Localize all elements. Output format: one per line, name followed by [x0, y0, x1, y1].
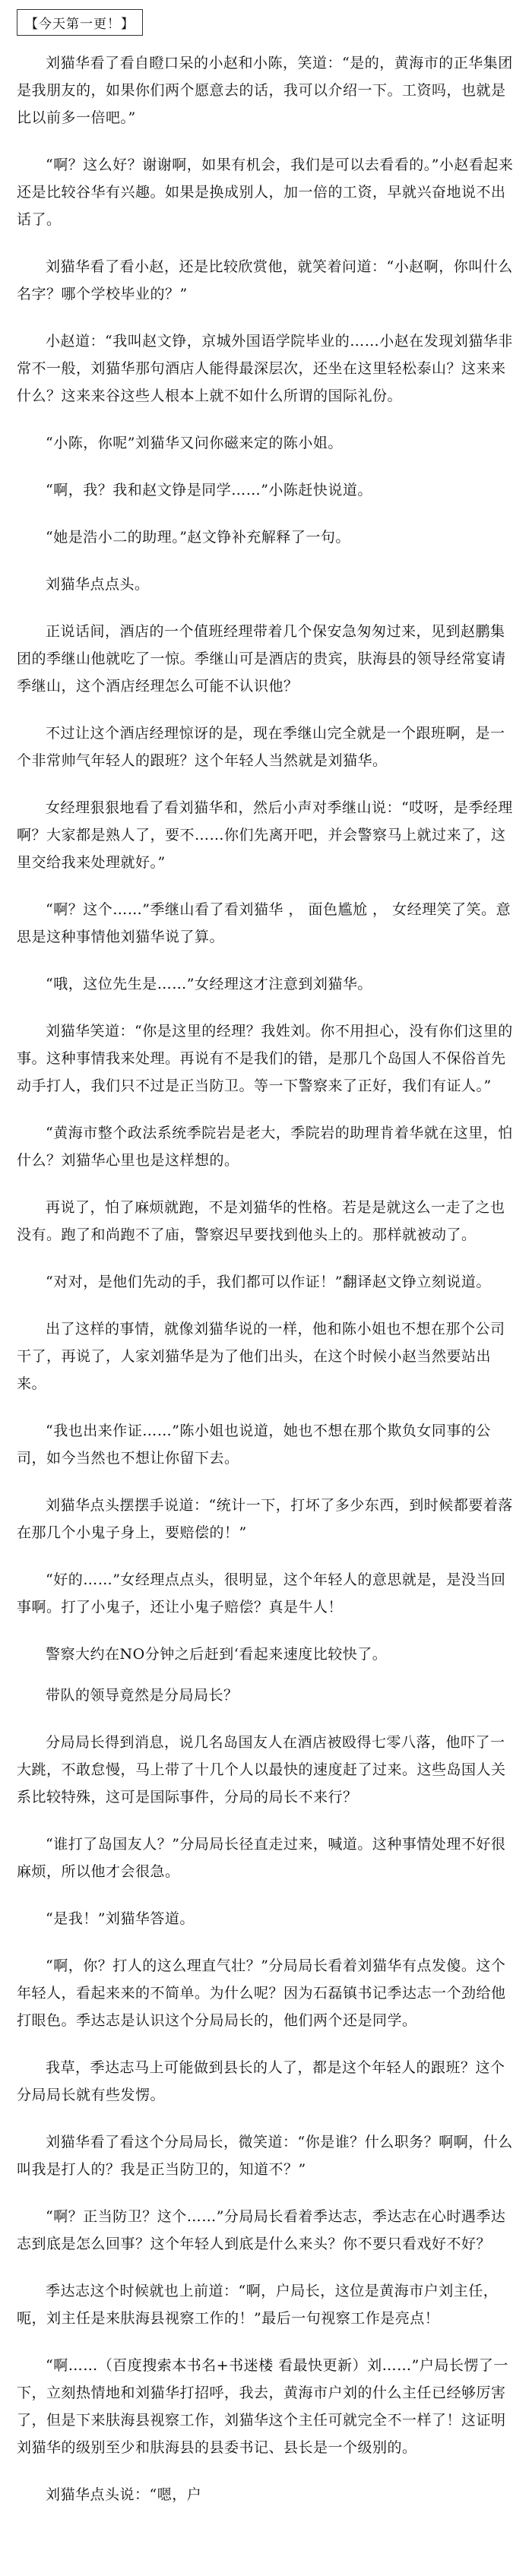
paragraph: “黄海市整个政法系统季院岩是老大，季院岩的助理肯着华就在这里，怕什么？刘猫华心里也是这样想的。 — [17, 1125, 513, 1169]
paragraph: “我也出来作证……”陈小姐也说道，她也不想在那个欺负女同事的公司，如今当然也不想让你留下去。 — [17, 1422, 491, 1467]
paragraph: “是我！”刘猫华答道。 — [46, 1910, 195, 1927]
paragraph: “啊？正当防卫？这个……”分局局长看着季达志，季达志在心时遇季达志到底是怎么回事？这个年轻人到底是什么来头？你不要只看戏好不好？ — [17, 2208, 506, 2252]
paragraph: 不过让这个酒店经理惊讶的是，现在季继山完全就是一个跟班啊，是一个非常帅气年轻人的跟班？这个年轻人当然就是刘猫华。 — [17, 725, 505, 769]
paragraph: “她是浩小二的助理。”赵文铮补充解释了一句。 — [46, 529, 350, 546]
paragraph: 带队的领导竟然是分局局长？ — [46, 1687, 239, 1704]
paragraph: “啊，我？我和赵文铮是同学……”小陈赶快说道。 — [46, 482, 372, 498]
paragraph: 刘猫华看了看小赵，还是比较欣赏他，就笑着问道：“小赵啊，你叫什么名字？哪个学校毕业的？” — [17, 258, 513, 302]
chapter-header: 【今天第一更！】 — [17, 9, 143, 36]
paragraph: 刘猫华笑道：“你是这里的经理？我姓刘。你不用担心，没有你们这里的事。这种事情我来处理。再说有不是我们的错，是那几个岛国人不保俗首先动手打人，我们只不过是正当防卫。等一下警察来了正好，我们有证人。” — [17, 1023, 513, 1094]
paragraph: “好的……”女经理点点头，很明显，这个年轻人的意思就是，是没当回事啊。打了小鬼子，还让小鬼子赔偿？真是牛人！ — [17, 1571, 506, 1616]
paragraph: 刘猫华点头说：“嗯，户 — [46, 2486, 202, 2503]
paragraph: 正说话间，酒店的一个值班经理带着几个保安急匆匆过来，见到赵鹏集团的季继山他就吃了一惊。季继山可是酒店的贵宾，肤海县的领导经常宴请季继山，这个酒店经理怎么可能不认识他？ — [17, 623, 506, 695]
paragraph: 我草，季达志马上可能做到县长的人了，都是这个年轻人的跟班？这个分局局长就有些发愣。 — [17, 2059, 505, 2103]
paragraph: “啊，你？打人的这么理直气壮？”分局局长看着刘猫华有点发傻。这个年轻人，看起来来的不简单。为什么呢？因为石磊镇书记季达志一个劲给他打眼色。季达志是认识这个分局局长的，他们两个还是同学。 — [17, 1957, 506, 2029]
paragraph: “啊？这么好？谢谢啊，如果有机会，我们是可以去看看的。”小赵看起来还是比较谷华有兴趣。如果是换成别人，加一倍的工资，早就兴奋地说不出话了。 — [17, 157, 514, 228]
paragraph: 刘猫华看了看自瞪口呆的小赵和小陈，笑道：“是的，黄海市的正华集团是我朋友的，如果你们两个愿意去的话，我可以介绍一下。工资吗，也就是比以前多一倍吧。” — [17, 55, 513, 126]
paragraph: “啊？这个……”季继山看了看刘猫华 ， 面色尴尬 ， 女经理笑了笑。意思是这种事情他刘猫华说了算。 — [17, 901, 511, 945]
paragraph: 再说了，怕了麻烦就跑，不是刘猫华的性格。若是是就这么一走了之也没有。跑了和尚跑不了庙，警察迟早要找到他头上的。那样就被动了。 — [17, 1199, 505, 1243]
paragraph: “谁打了岛国友人？”分局局长径直走过来，喊道。这种事情处理不好很麻烦，所以他才会很急。 — [17, 1836, 506, 1880]
paragraph: “哦，这位先生是……”女经理这才注意到刘猫华。 — [46, 976, 372, 992]
paragraph: “啊……（百度搜索本书名+书迷楼 看最快更新）刘……”户局长愣了一下，立刻热情地和刘猫华打招呼，我去，黄海市户刘的什么主任已经够厉害了，但是下来肤海县视察工作，刘猫华这个主任可就完全不一样了！这证明刘猫华的级别至少和肤海县的县委书记、县长是一个级别的。 — [17, 2357, 508, 2456]
paragraph: 小赵道：“我叫赵文铮，京城外国语学院毕业的……小赵在发现刘猫华非常不一般，刘猫华那句酒店人能得最深层次，还坐在这里轻松泰山？这来来什么？这来来谷这些人根本上就不如什么所谓的国际礼份。 — [17, 333, 513, 404]
paragraph: 分局局长得到消息，说几名岛国友人在酒店被殴得七零八落，他吓了一大跳，不敢怠慢，马上带了十几个人以最快的速度赶了过来。这些岛国人关系比较特殊，这可是国际事件，分局的局长不来行？ — [17, 1734, 506, 1805]
paragraph: “小陈，你呢”刘猫华又问你磁来定的陈小姐。 — [46, 435, 343, 451]
paragraph: 刘猫华点头摆摆手说道：“统计一下，打坏了多少东西，到时候都要着落在那几个小鬼子身上，要赔偿的！” — [17, 1497, 513, 1541]
paragraph: 季达志这个时候就也上前道：“啊，户局长，这位是黄海市户刘主任，呃，刘主任是来肤海县视察工作的！”最后一句视察工作是亮点！ — [17, 2283, 499, 2327]
paragraph: “对对，是他们先动的手，我们都可以作证！”翻译赵文铮立刻说道。 — [46, 1274, 491, 1290]
paragraph: 警察大约在NO分钟之后赶到‘看起来速度比较快了。 — [46, 1646, 388, 1663]
paragraph: 女经理狠狠地看了看刘猫华和，然后小声对季继山说：“哎呀，是季经理啊？大家都是熟人了，要不……你们先离开吧，并会警察马上就过来了，这里交给我来处理就好。” — [17, 799, 513, 871]
paragraph: 刘猫华点点头。 — [46, 576, 150, 593]
paragraph: 刘猫华看了看这个分局局长，微笑道：“你是谁？什么职务？啊啊，什么叫我是打人的？我是正当防卫的，知道不？” — [17, 2134, 513, 2178]
paragraph: 出了这样的事情，就像刘猫华说的一样，他和陈小姐也不想在那个公司干了，再说了，人家刘猫华是为了他们出头，在这个时候小赵当然要站出来。 — [17, 1321, 505, 1392]
